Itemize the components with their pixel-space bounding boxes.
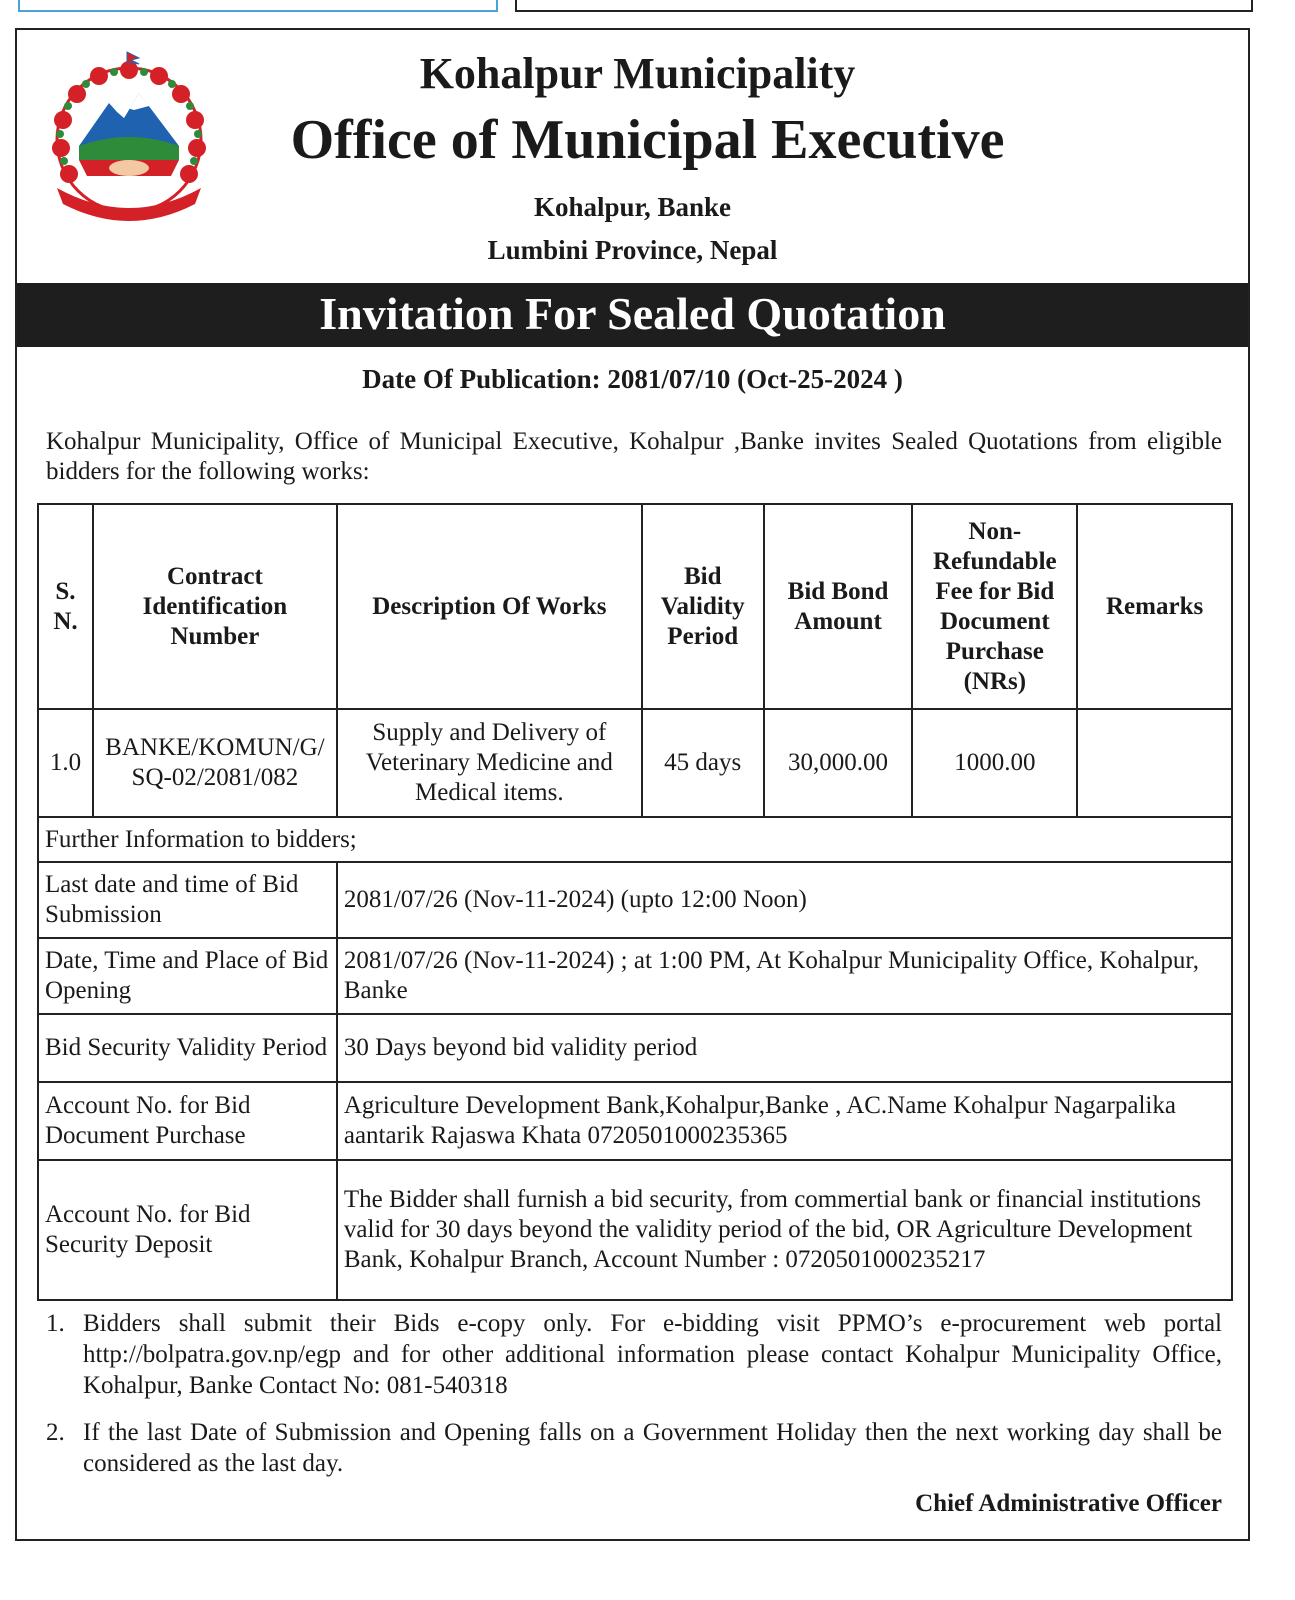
notice-title: Invitation For Sealed Quotation: [319, 288, 946, 339]
notes-list: [46, 1308, 1222, 1495]
info-label: Account No. for Bid Security Deposit: [38, 1160, 337, 1300]
info-label: Last date and time of Bid Submission: [38, 862, 337, 938]
info-label: Account No. for Bid Document Purchase: [38, 1082, 337, 1160]
office-name: Office of Municipal Executive: [290, 109, 1005, 171]
header-description: Description Of Works: [337, 504, 642, 709]
note-text: If the last Date of Submission and Opening falls on a Government Holiday then the next working day shall be considered as the last day.: [83, 1419, 1222, 1477]
cell-contract-id: BANKE/KOMUN/G/ SQ-02/2081/082: [93, 709, 337, 817]
further-info-row: [38, 817, 1232, 862]
top-left-frame: [18, 0, 498, 12]
address-line2: Lumbini Province, Nepal: [487, 235, 778, 265]
info-row-security-validity: [38, 1014, 1232, 1082]
further-info-title: Further Information to bidders;: [38, 817, 1232, 862]
intro-paragraph: Kohalpur Municipality, Office of Municipal Executive, Kohalpur ,Banke invites Sealed Quotations from eligible bidders for the following works:: [46, 428, 1222, 485]
signature-title: Chief Administrative Officer: [915, 1490, 1222, 1517]
address-line1: Kohalpur, Banke: [533, 192, 732, 222]
header-remarks: Remarks: [1077, 504, 1232, 709]
notice-panel: [15, 28, 1250, 1541]
info-value: 30 Days beyond bid validity period: [337, 1014, 1232, 1082]
header-validity: Bid Validity Period: [642, 504, 764, 709]
info-value: 2081/07/26 (Nov-11-2024) (upto 12:00 Noon): [337, 862, 1232, 938]
cell-bond: 30,000.00: [764, 709, 913, 817]
info-label: Bid Security Validity Period: [38, 1014, 337, 1082]
notice-title-banner: [17, 283, 1248, 347]
info-value: The Bidder shall furnish a bid security, from commertial bank or financial institutions valid for 30 days beyond the validity period of the bid, OR Agriculture Development Bank, Kohalpur Branch, Account Number : 0720501000235217: [337, 1160, 1232, 1300]
header-fee: Non-Refundable Fee for Bid Document Purchase (NRs): [912, 504, 1077, 709]
note-item: [46, 1308, 1222, 1401]
cell-sn: 1.0: [38, 709, 93, 817]
info-value: Agriculture Development Bank,Kohalpur,Banke , AC.Name Kohalpur Nagarpalika aantarik Rajaswa Khata 0720501000235365: [337, 1082, 1232, 1160]
publication-date: Date Of Publication: 2081/07/10 (Oct-25-2024 ): [362, 364, 903, 394]
info-row-opening: [38, 938, 1232, 1014]
info-row-submission: [38, 862, 1232, 938]
top-right-frame: [515, 0, 1253, 12]
header-sn: S. N.: [38, 504, 93, 709]
note-number: 1.: [46, 1310, 65, 1337]
info-row-security-account: [38, 1160, 1232, 1300]
table-header-row: [38, 504, 1232, 709]
header-contract-id: Contract Identification Number: [93, 504, 337, 709]
info-label: Date, Time and Place of Bid Opening: [38, 938, 337, 1014]
note-item: [46, 1417, 1222, 1479]
cell-fee: 1000.00: [912, 709, 1077, 817]
note-number: 2.: [46, 1419, 65, 1446]
cell-validity: 45 days: [642, 709, 764, 817]
municipality-name: Kohalpur Municipality: [419, 49, 856, 98]
info-value: 2081/07/26 (Nov-11-2024) ; at 1:00 PM, At Kohalpur Municipality Office, Kohalpur, Banke: [337, 938, 1232, 1014]
works-table: [37, 503, 1233, 1301]
cell-description: Supply and Delivery of Veterinary Medicine and Medical items.: [337, 709, 642, 817]
info-row-document-account: [38, 1082, 1232, 1160]
note-text: Bidders shall submit their Bids e-copy only. For e-bidding visit PPMO’s e-procurement web portal http://bolpatra.gov.np/egp and for other additional information please contact Kohalpur Municipality Office, Kohalpur, Banke Contact No: 081-540318: [83, 1310, 1222, 1399]
table-row: [38, 709, 1232, 817]
cell-remarks: [1077, 709, 1232, 817]
header-bond: Bid Bond Amount: [764, 504, 913, 709]
